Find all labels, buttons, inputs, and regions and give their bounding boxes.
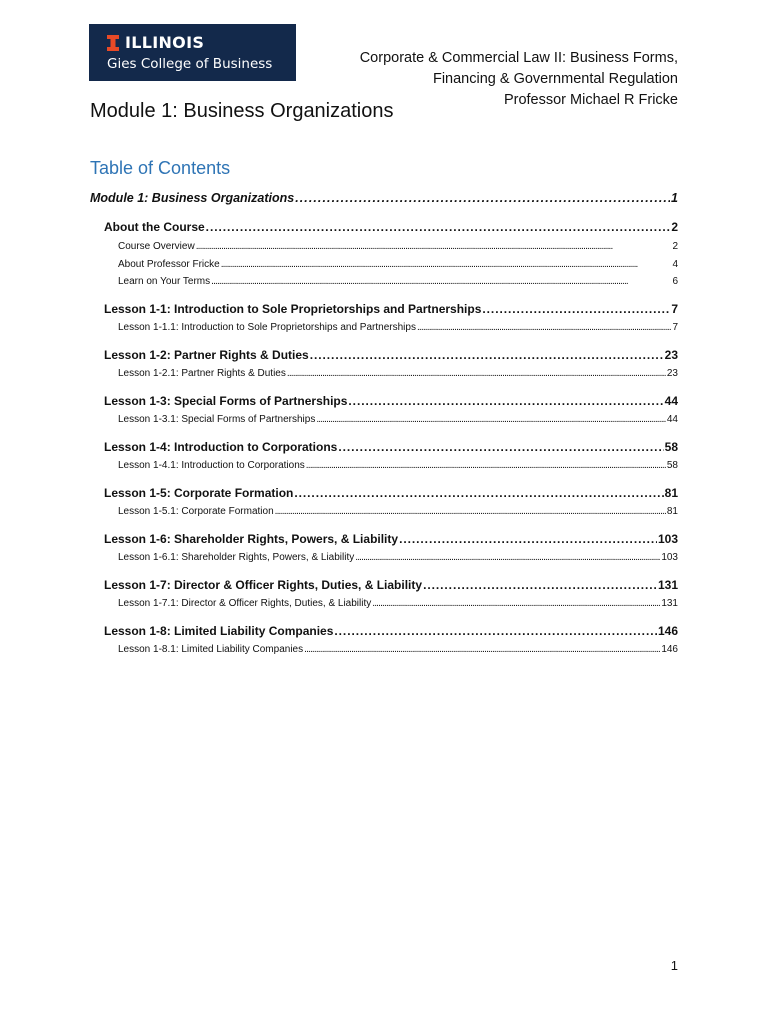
toc-leader — [399, 532, 657, 546]
toc-entry-label: Lesson 1-2: Partner Rights & Duties — [104, 348, 309, 362]
toc-entry[interactable] — [104, 302, 678, 316]
toc-leader — [334, 624, 657, 638]
toc-entry-page: 44 — [666, 414, 678, 425]
toc-entry-page: 146 — [657, 624, 678, 638]
toc-entry-label: Lesson 1-6.1: Shareholder Rights, Powers, & Liability — [118, 552, 355, 563]
toc-leader — [211, 276, 671, 287]
toc-entry-page: 81 — [664, 486, 678, 500]
toc-entry-label: About Professor Fricke — [118, 259, 220, 270]
toc-leader — [287, 368, 666, 379]
toc-leader — [206, 220, 671, 234]
toc-entry[interactable] — [118, 506, 678, 517]
toc-entry[interactable] — [118, 276, 678, 287]
toc-entry-label: Lesson 1-3.1: Special Forms of Partnerships — [118, 414, 316, 425]
toc-leader — [221, 259, 672, 270]
logo-college: Gies College of Business — [107, 56, 273, 72]
toc-heading: Table of Contents — [90, 158, 231, 178]
toc-entry-label: Lesson 1-5: Corporate Formation — [104, 486, 294, 500]
toc-entry[interactable] — [90, 191, 678, 205]
toc-entry[interactable] — [104, 220, 678, 234]
course-header-line3: Professor Michael R Fricke — [503, 92, 678, 108]
toc-entry[interactable] — [118, 414, 678, 425]
toc-leader — [196, 241, 672, 252]
toc-entry-page: 2 — [672, 241, 678, 252]
toc-entry-label: Learn on Your Terms — [118, 276, 211, 287]
toc-entry-page: 2 — [671, 220, 678, 234]
toc-entry-label: Lesson 1-8: Limited Liability Companies — [104, 624, 334, 638]
toc-entry-page: 23 — [666, 368, 678, 379]
toc-entry-label: Lesson 1-7: Director & Officer Rights, Duties, & Liability — [104, 578, 423, 592]
toc-entry-page: 58 — [666, 460, 678, 471]
toc-entry[interactable] — [104, 578, 678, 592]
toc-leader — [304, 644, 660, 655]
toc-entry-label: Lesson 1-4.1: Introduction to Corporations — [118, 460, 305, 471]
toc-entry-page: 131 — [657, 578, 678, 592]
toc-entry-page: 131 — [661, 598, 678, 609]
toc-entry-page: 146 — [661, 644, 678, 655]
toc-entry-label: Module 1: Business Organizations — [90, 191, 295, 205]
course-header-line2: Financing & Governmental Regulation — [432, 71, 678, 87]
toc-entry[interactable] — [104, 440, 678, 454]
toc-entry[interactable] — [104, 532, 678, 546]
toc-entry[interactable] — [118, 644, 678, 655]
toc-entry-label: Lesson 1-5.1: Corporate Formation — [118, 506, 274, 517]
toc-entry-label: Lesson 1-2.1: Partner Rights & Duties — [118, 368, 286, 379]
toc-entry-label: Lesson 1-1: Introduction to Sole Proprietorships and Partnerships — [104, 302, 482, 316]
toc-entry[interactable] — [118, 460, 678, 471]
toc-entry-page: 58 — [664, 440, 678, 454]
module-title: Module 1: Business Organizations — [90, 100, 394, 122]
toc-entry[interactable] — [118, 241, 678, 252]
toc-leader — [417, 322, 671, 333]
toc-leader — [275, 506, 666, 517]
toc-leader — [482, 302, 670, 316]
toc-entry-page: 1 — [671, 191, 678, 205]
toc-leader — [372, 598, 660, 609]
toc-leader — [355, 552, 660, 563]
toc-entry-label: Lesson 1-4: Introduction to Corporations — [104, 440, 338, 454]
toc-entry-page: 103 — [661, 552, 678, 563]
page-number: 1 — [670, 958, 678, 973]
toc-entry[interactable] — [104, 394, 678, 408]
toc-entry-page: 103 — [657, 532, 678, 546]
toc-leader — [294, 486, 663, 500]
toc-entry-page: 23 — [664, 348, 678, 362]
toc-leader — [295, 191, 670, 205]
toc-entry-page: 7 — [672, 322, 678, 333]
toc-entry[interactable] — [118, 368, 678, 379]
toc-entry[interactable] — [118, 598, 678, 609]
toc-entry-label: Lesson 1-7.1: Director & Officer Rights, Duties, & Liability — [118, 598, 372, 609]
toc-entry-label: Lesson 1-6: Shareholder Rights, Powers, & Liability — [104, 532, 399, 546]
toc-entry-label: About the Course — [104, 220, 205, 234]
toc-entry[interactable] — [104, 348, 678, 362]
toc-entry-label: Course Overview — [118, 241, 195, 252]
toc-leader — [310, 348, 664, 362]
toc-leader — [348, 394, 663, 408]
toc-entry-label: Lesson 1-8.1: Limited Liability Companies — [118, 644, 304, 655]
toc-entry[interactable] — [118, 552, 678, 563]
toc-entry-label: Lesson 1-1.1: Introduction to Sole Proprietorships and Partnerships — [118, 322, 416, 333]
toc-leader — [306, 460, 666, 471]
toc-leader — [338, 440, 663, 454]
toc-entry-page: 4 — [672, 259, 678, 270]
toc-entry-page: 81 — [666, 506, 678, 517]
logo-brand: ILLINOIS — [125, 33, 205, 52]
course-header-line1: Corporate & Commercial Law II: Business Forms, — [359, 50, 678, 66]
toc-entry[interactable] — [104, 624, 678, 638]
toc-entry-page: 44 — [664, 394, 678, 408]
toc-leader — [423, 578, 657, 592]
toc-leader — [316, 414, 666, 425]
toc-entry-label: Lesson 1-3: Special Forms of Partnerships — [104, 394, 348, 408]
toc-entry[interactable] — [118, 259, 678, 270]
toc-entry[interactable] — [118, 322, 678, 333]
toc-entry[interactable] — [104, 486, 678, 500]
toc-entry-page: 6 — [672, 276, 678, 287]
toc-entry-page: 7 — [671, 302, 678, 316]
